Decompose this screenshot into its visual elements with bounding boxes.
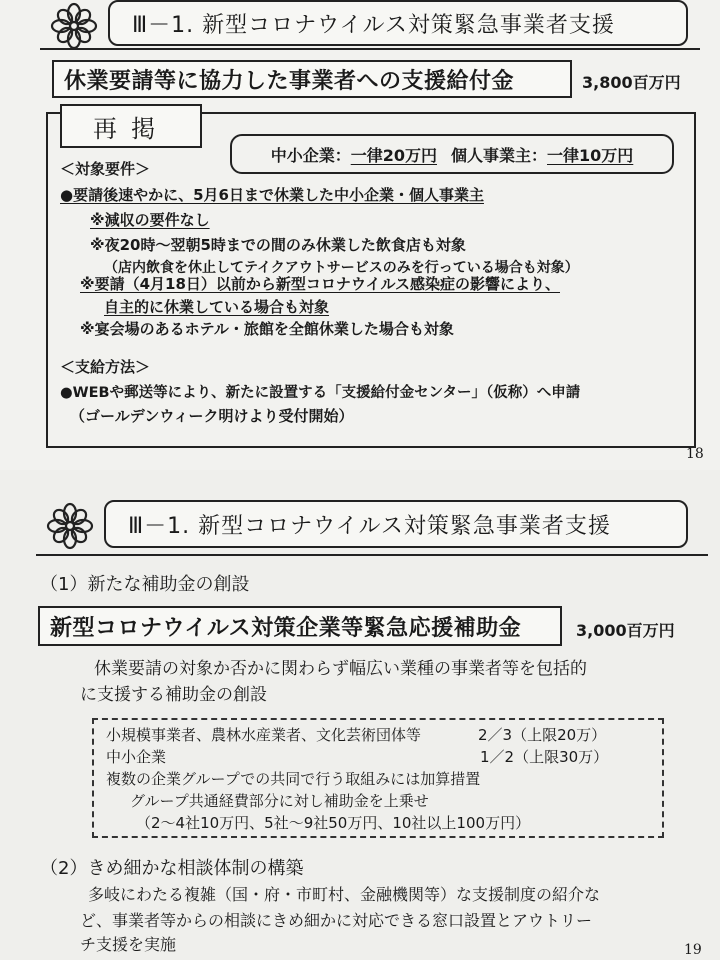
page-number: 19 — [684, 942, 702, 958]
header-text: Ⅲ－1. 新型コロナウイルス対策緊急事業者支援 — [128, 513, 611, 539]
header-rule — [36, 554, 708, 556]
sme-label: 中小企業： — [270, 145, 351, 165]
section-title-box — [38, 606, 562, 646]
sme-value: 一律20万円 — [350, 145, 437, 165]
eligibility-note-2-sub: （店内飲食を休止してテイクアウトサービスのみを行っている場合も対象） — [104, 260, 579, 276]
flower-crest-icon — [46, 502, 94, 550]
detail-row-3: 複数の企業グループでの共同で行う取組みには加算措置 — [106, 770, 481, 788]
eligibility-note-3-sub: 自主的に休業している場合も対象 — [104, 298, 330, 316]
method-sub: （ゴールデンウィーク明けより受付開始） — [70, 407, 354, 425]
sole-value: 一律10万円 — [547, 145, 634, 165]
eligibility-note-1: ※減収の要件なし — [90, 211, 210, 229]
detail-row-4: グループ共通経費部分に対し補助金を上乗せ — [130, 792, 429, 810]
eligibility-note-3: ※要請（4月18日）以前から新型コロナウイルス感染症の影響により、 — [80, 275, 560, 293]
payment-amount-box — [230, 134, 674, 174]
description-line-2: に支援する補助金の創設 — [80, 685, 267, 705]
saikei-label: 再掲 — [60, 104, 202, 148]
page-header — [104, 500, 688, 548]
page-19 — [0, 470, 720, 960]
consult-line-3: チ支援を実施 — [80, 935, 177, 954]
section-title: 新型コロナウイルス対策企業等緊急応援補助金 — [50, 615, 522, 641]
header-rule — [40, 48, 700, 50]
detail-row-1-label: 小規模事業者、農林水産業者、文化芸術団体等 — [106, 726, 422, 744]
detail-row-1-value: 2／3（上限20万） — [478, 726, 607, 744]
page-number: 18 — [686, 446, 704, 462]
detail-row-2-value: 1／2（上限30万） — [480, 748, 609, 766]
subsection-2: （2）きめ細かな相談体制の構築 — [40, 858, 304, 879]
detail-row-5: （2～4社10万円、5社～9社50万円、10社以上100万円） — [136, 814, 531, 832]
eligibility-note-4: ※宴会場のあるホテル・旅館を全館休業した場合も対象 — [80, 320, 454, 338]
eligibility-main: ●要請後速やかに、5月6日まで休業した中小企業・個人事業主 — [60, 186, 484, 204]
eligibility-heading: ＜対象要件＞ — [60, 160, 151, 178]
method-main: ●WEBや郵送等により、新たに設置する「支援給付金センター」（仮称）へ申請 — [60, 385, 581, 401]
page-18 — [0, 0, 720, 470]
page-header — [108, 0, 688, 46]
subsection-1: （1）新たな補助金の創設 — [40, 574, 250, 595]
consult-line-1: 多岐にわたる複雑（国・府・市町村、金融機関等）な支援制度の紹介な — [88, 885, 601, 904]
flower-crest-icon — [50, 2, 98, 50]
sole-label: 個人事業主： — [451, 145, 548, 165]
header-text: Ⅲ－1. 新型コロナウイルス対策緊急事業者支援 — [132, 12, 615, 38]
budget-amount: 3,800百万円 — [582, 73, 681, 92]
description-line-1: 休業要請の対象か否かに関わらず幅広い業種の事業者等を包括的 — [94, 659, 587, 679]
method-heading: ＜支給方法＞ — [60, 358, 151, 376]
consult-line-2: ど、事業者等からの相談にきめ細かに対応できる窓口設置とアウトリー — [80, 911, 593, 930]
section-title-box — [52, 60, 572, 98]
budget-amount: 3,000百万円 — [576, 621, 675, 640]
eligibility-note-2: ※夜20時～翌朝5時までの間のみ休業した飲食店も対象 — [90, 236, 466, 254]
section-title: 休業要請等に協力した事業者への支援給付金 — [64, 68, 515, 94]
detail-row-2-label: 中小企業 — [106, 748, 167, 766]
